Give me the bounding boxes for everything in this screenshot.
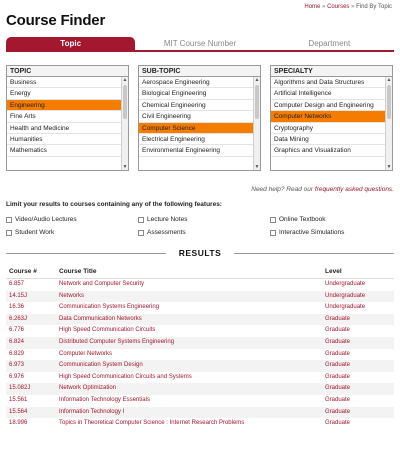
table-row[interactable] (6, 349, 394, 361)
filter-label: Lecture Notes (147, 216, 188, 223)
breadcrumb-home[interactable]: Home (304, 4, 321, 10)
sub-topic-item-selected[interactable]: Computer Science (139, 123, 253, 134)
tab-topic[interactable]: Topic (6, 37, 135, 50)
course-number-link[interactable]: 6.976 (9, 373, 25, 380)
table-row[interactable] (6, 418, 394, 430)
topic-item[interactable]: Business (7, 77, 121, 88)
sub-topic-picker-header: SUB-TOPIC (139, 66, 260, 77)
scroll-up-arrow-icon[interactable]: ▲ (122, 77, 128, 83)
course-level: Graduate (325, 385, 351, 392)
table-row[interactable] (6, 314, 394, 326)
results-table (6, 265, 394, 430)
filter-assessments[interactable] (138, 229, 186, 236)
help-text (251, 186, 394, 193)
course-number-link[interactable]: 14.15J (9, 292, 28, 299)
course-title-link[interactable]: High Speed Communication Circuits and Systems (59, 373, 192, 380)
course-title-link[interactable]: Computer Networks (59, 350, 113, 357)
course-level: Graduate (325, 315, 351, 322)
sub-topic-item[interactable]: Electrical Engineering (139, 134, 253, 145)
sub-topic-item[interactable]: Aerospace Engineering (139, 77, 253, 88)
results-title: RESULTS (178, 248, 222, 258)
breadcrumb-current: Find By Topic (356, 4, 392, 10)
course-number-link[interactable]: 6.829 (9, 350, 25, 357)
specialty-scrollbar[interactable] (385, 77, 392, 170)
course-level: Graduate (325, 373, 351, 380)
sub-topic-item[interactable]: Biological Engineering (139, 88, 253, 99)
breadcrumb (304, 4, 392, 10)
help-prefix: Need help? Read our (251, 186, 314, 193)
course-title-link[interactable]: Topics in Theoretical Computer Science : Internet Research Problems (59, 420, 245, 427)
course-number-link[interactable]: 15.082J (9, 385, 31, 392)
course-number-link[interactable]: 16.36 (9, 304, 25, 311)
breadcrumb-separator: » (351, 4, 355, 10)
breadcrumb-courses[interactable]: Courses (327, 4, 350, 10)
topic-item[interactable]: Mathematics (7, 145, 121, 156)
sub-topic-item[interactable]: Environmental Engineering (139, 145, 253, 156)
course-number-link[interactable]: 6.263J (9, 315, 28, 322)
sub-topic-picker (138, 65, 261, 171)
sub-topic-item[interactable]: Chemical Engineering (139, 100, 253, 111)
specialty-list (271, 77, 385, 170)
filter-video-audio-lectures[interactable] (6, 216, 77, 223)
specialty-item[interactable]: Artificial Intelligence (271, 88, 385, 99)
topic-item[interactable]: Energy (7, 88, 121, 99)
course-title-link[interactable]: Communication System Design (59, 362, 143, 369)
column-header-level: Level (325, 268, 342, 275)
table-row[interactable] (6, 360, 394, 372)
specialty-item[interactable]: Graphics and Visualization (271, 145, 385, 156)
table-row[interactable] (6, 383, 394, 395)
course-title-link[interactable]: Data Communication Networks (59, 315, 142, 322)
filter-label: Online Textbook (279, 216, 326, 223)
table-row[interactable] (6, 372, 394, 384)
specialty-item[interactable]: Computer Design and Engineering (271, 100, 385, 111)
course-number-link[interactable]: 15.561 (9, 396, 28, 403)
topic-list (7, 77, 121, 170)
checkbox[interactable] (6, 217, 12, 223)
course-level: Graduate (325, 396, 351, 403)
checkbox[interactable] (138, 230, 144, 236)
results-heading (6, 247, 394, 259)
topic-scrollbar[interactable] (121, 77, 128, 170)
page-title: Course Finder (6, 12, 106, 29)
filter-label: Interactive Simulations (279, 229, 345, 236)
filter-lecture-notes[interactable] (138, 216, 187, 223)
filter-student-work[interactable] (6, 229, 54, 236)
course-level: Graduate (325, 362, 351, 369)
course-level: Graduate (325, 408, 351, 415)
filter-online-textbook[interactable] (270, 216, 326, 223)
course-number-link[interactable]: 6.857 (9, 281, 25, 287)
course-number-link[interactable]: 18.996 (9, 420, 28, 427)
specialty-item[interactable]: Cryptography (271, 123, 385, 134)
topic-item[interactable]: Fine Arts (7, 111, 121, 122)
scroll-thumb[interactable] (387, 85, 391, 119)
course-level: Undergraduate (325, 292, 366, 299)
course-level: Undergraduate (325, 281, 366, 287)
scroll-down-arrow-icon[interactable]: ▼ (386, 164, 392, 170)
scroll-thumb[interactable] (123, 85, 127, 119)
table-row[interactable] (6, 325, 394, 337)
filter-label: Assessments (147, 229, 186, 236)
course-number-link[interactable]: 6.776 (9, 327, 25, 334)
filter-heading: Limit your results to courses containing any of the following features: (6, 201, 222, 208)
filter-label: Student Work (15, 229, 55, 236)
specialty-item[interactable]: Data Mining (271, 134, 385, 145)
sub-topic-list (139, 77, 253, 170)
specialty-picker-header: SPECIALTY (271, 66, 392, 77)
topic-item[interactable]: Health and Medicine (7, 123, 121, 134)
table-row[interactable] (6, 291, 394, 303)
divider (234, 253, 394, 254)
column-header-course-number: Course # (9, 268, 37, 275)
scroll-down-arrow-icon[interactable]: ▼ (122, 164, 128, 170)
course-level: Undergraduate (325, 304, 366, 311)
checkbox[interactable] (270, 230, 276, 236)
scroll-up-arrow-icon[interactable]: ▲ (386, 77, 392, 83)
table-row[interactable] (6, 407, 394, 419)
search-mode-tabs (6, 37, 394, 52)
course-title-link[interactable]: Communication Systems Engineering (59, 304, 160, 311)
checkbox[interactable] (270, 217, 276, 223)
topic-picker (6, 65, 129, 171)
faq-link[interactable]: frequently asked questions (314, 186, 393, 193)
course-title-link[interactable]: Network and Computer Security (59, 281, 145, 287)
filter-interactive-simulations[interactable] (270, 229, 344, 236)
course-number-link[interactable]: 6.973 (9, 362, 25, 369)
scroll-down-arrow-icon[interactable]: ▼ (254, 164, 260, 170)
table-row[interactable] (6, 337, 394, 349)
checkbox[interactable] (138, 217, 144, 223)
specialty-picker (270, 65, 393, 171)
filter-label: Video/Audio Lectures (15, 216, 77, 223)
sub-topic-item[interactable]: Civil Engineering (139, 111, 253, 122)
course-level: Graduate (325, 420, 351, 427)
tab-mit-course-number[interactable]: MIT Course Number (163, 39, 237, 48)
topic-picker-header: TOPIC (7, 66, 128, 77)
course-number-link[interactable]: 15.564 (9, 408, 28, 415)
help-suffix: . (392, 186, 394, 193)
table-header (6, 265, 394, 279)
topic-item[interactable]: Humanities (7, 134, 121, 145)
course-title-link[interactable]: Network Optimization (59, 385, 117, 392)
course-level: Graduate (325, 327, 351, 334)
specialty-item-selected[interactable]: Computer Networks (271, 111, 385, 122)
course-title-link[interactable]: Information Technology I (59, 408, 125, 415)
course-title-link[interactable]: Networks (59, 292, 85, 299)
course-level: Graduate (325, 350, 351, 357)
scroll-thumb[interactable] (255, 85, 259, 119)
course-number-link[interactable]: 6.824 (9, 338, 25, 345)
checkbox[interactable] (6, 230, 12, 236)
column-header-course-title: Course Title (59, 268, 97, 275)
course-level: Graduate (325, 338, 351, 345)
table-row[interactable] (6, 279, 394, 291)
topic-item-selected[interactable]: Engineering (7, 100, 121, 111)
course-title-link[interactable]: Information Technology Essentials (59, 396, 150, 403)
breadcrumb-separator: » (322, 4, 326, 10)
course-title-link[interactable]: High Speed Communication Circuits (59, 327, 156, 334)
table-row[interactable] (6, 395, 394, 407)
tab-department[interactable]: Department (308, 39, 351, 48)
course-title-link[interactable]: Distributed Computer Systems Engineering (59, 338, 175, 345)
specialty-item[interactable]: Algorithms and Data Structures (271, 77, 385, 88)
table-row[interactable] (6, 302, 394, 314)
sub-topic-scrollbar[interactable] (253, 77, 260, 170)
scroll-up-arrow-icon[interactable]: ▲ (254, 77, 260, 83)
